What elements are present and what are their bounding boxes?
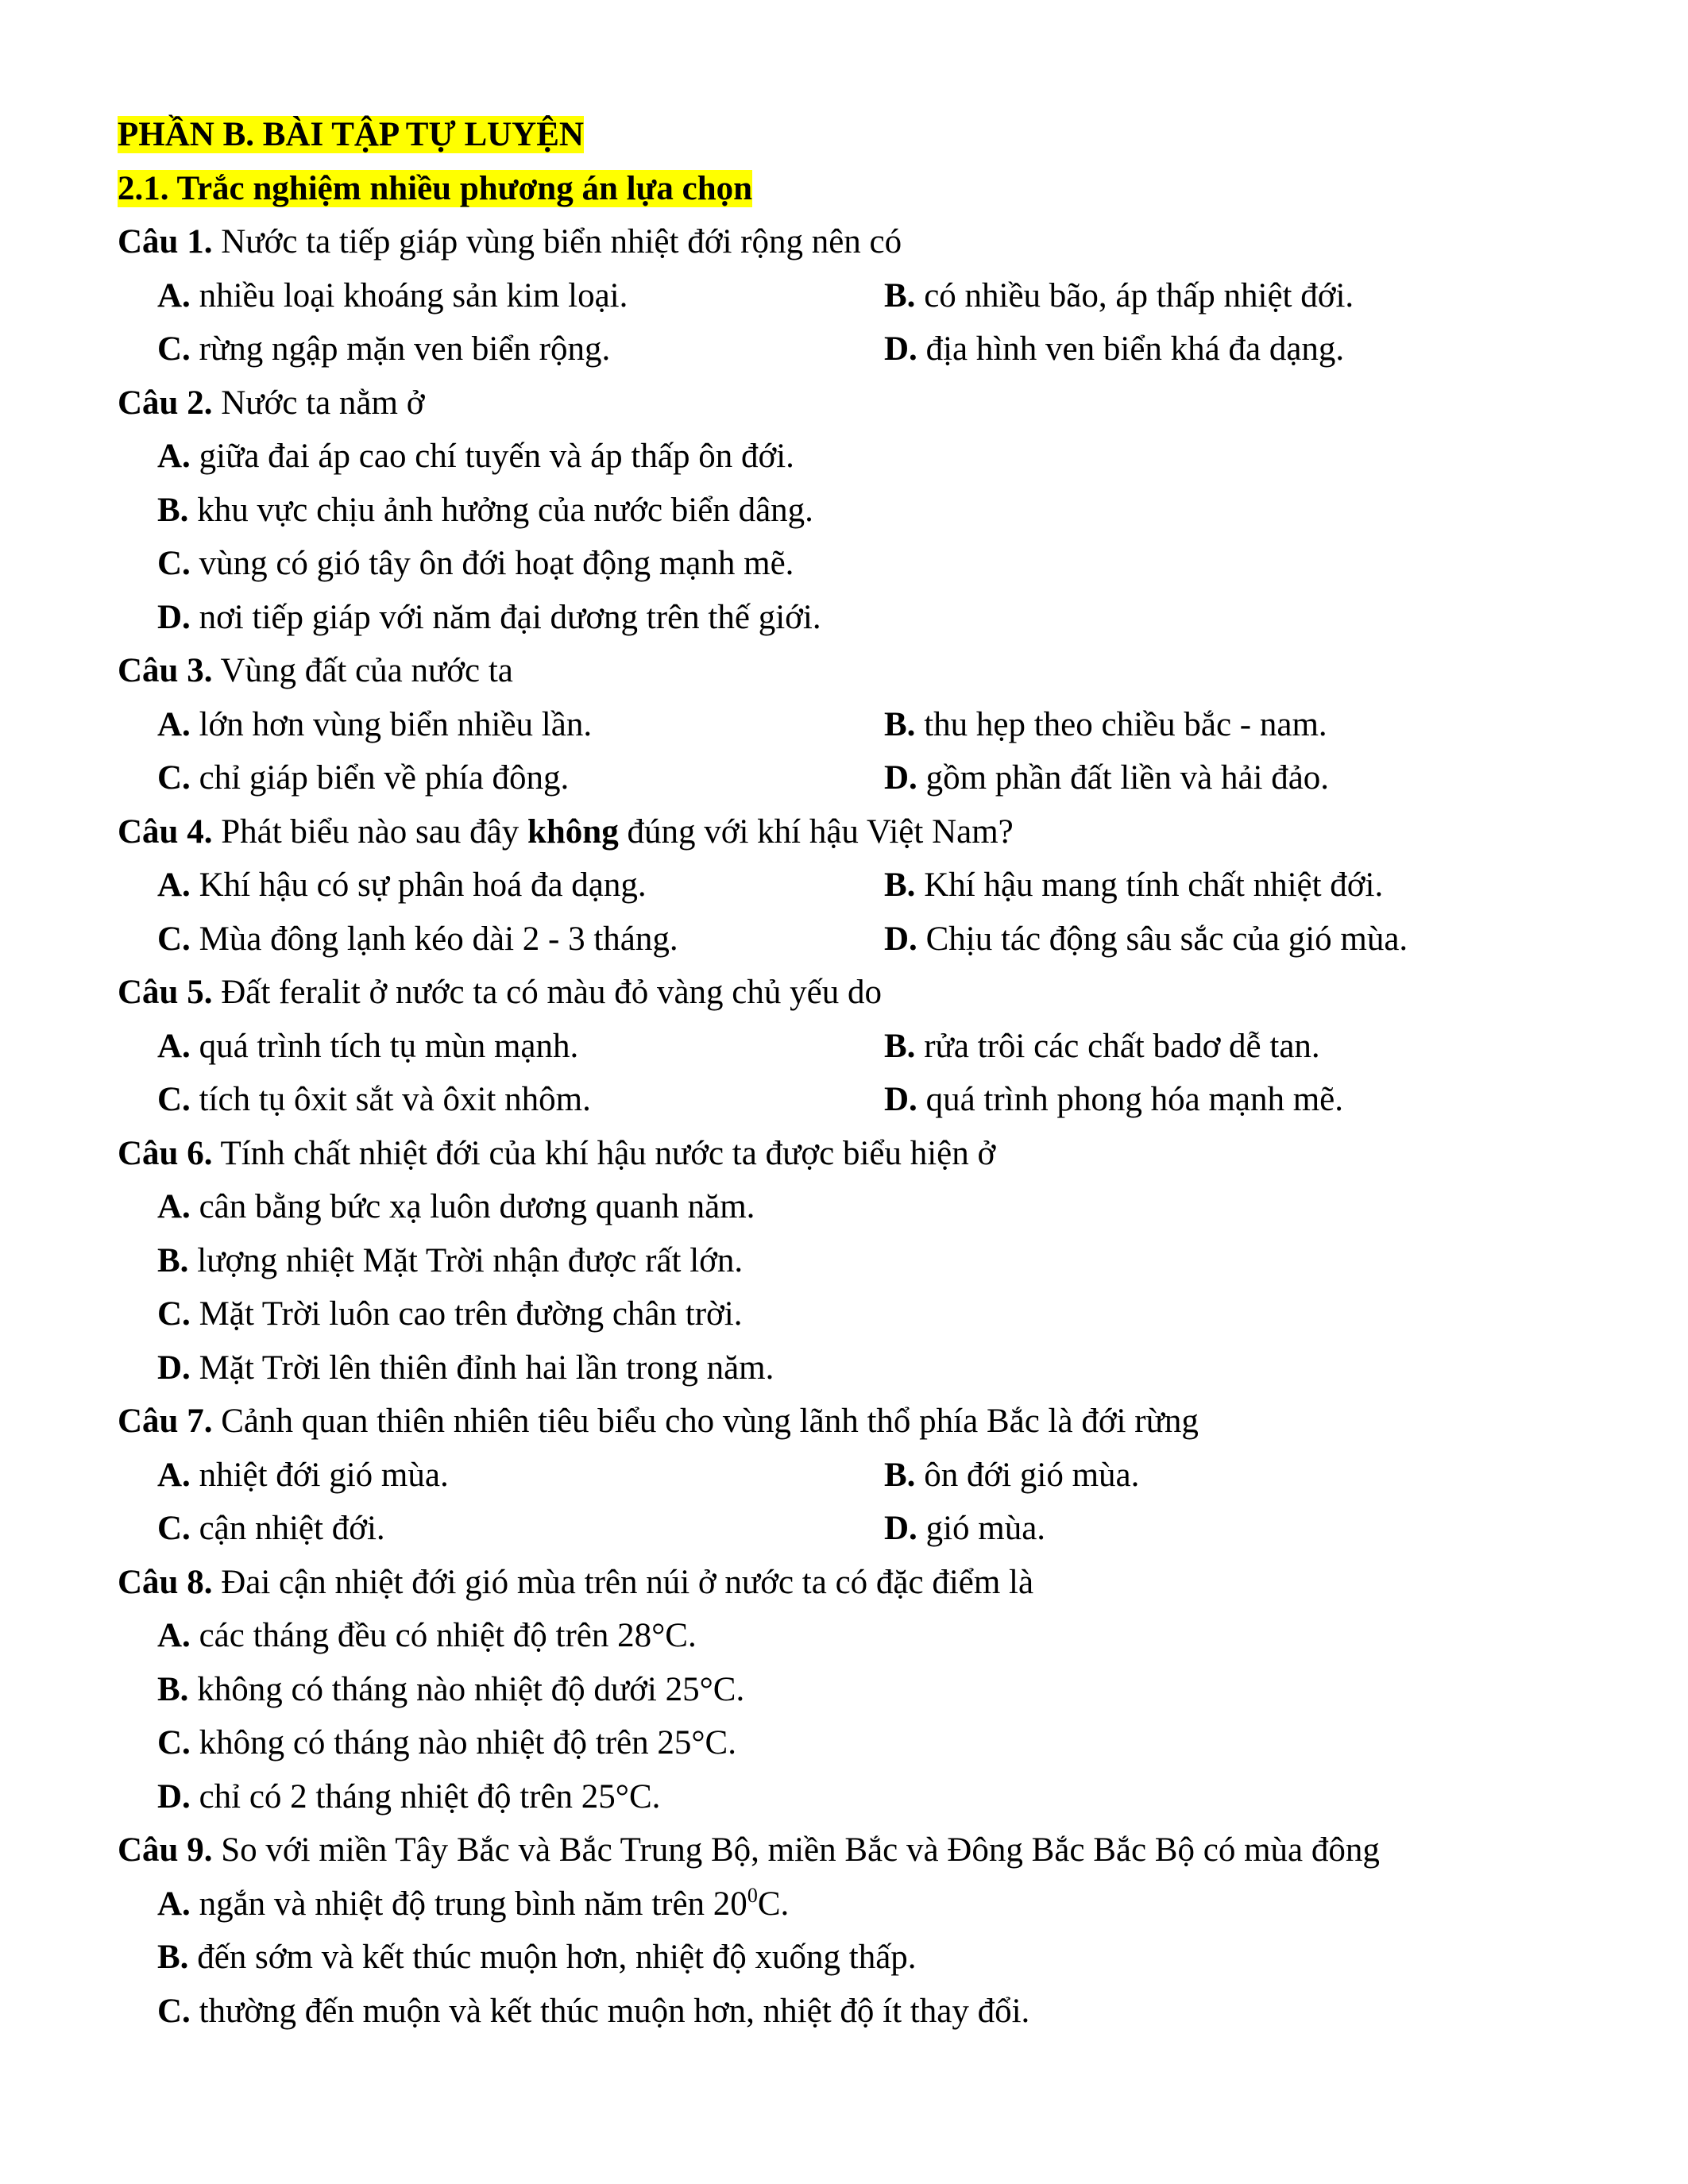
question-2: [118, 376, 1571, 430]
superscript: 0: [747, 1883, 758, 1907]
question-label: Câu 5.: [118, 974, 213, 1011]
option-c: C. tích tụ ôxit sắt và ôxit nhôm.: [157, 1081, 591, 1118]
subsection-title: 2.1. Trắc nghiệm nhiều phương án lựa chọn: [118, 169, 753, 207]
document-page: [118, 108, 1571, 2038]
option-c: C. Mùa đông lạnh kéo dài 2 - 3 tháng.: [157, 920, 678, 958]
option-a: A. Khí hậu có sự phân hoá đa dạng.: [157, 866, 647, 904]
question-1: [118, 215, 1571, 269]
question-3: [118, 644, 1571, 698]
option-c: C. Mặt Trời luôn cao trên đường chân trời.: [157, 1295, 743, 1333]
options-row: [118, 1449, 1571, 1503]
option-c: C. thường đến muộn và kết thúc muộn hơn, nhiệt độ ít thay đổi.: [157, 1992, 1030, 2030]
option-a: A. cân bằng bức xạ luôn dương quanh năm.: [157, 1188, 755, 1225]
question-6: [118, 1127, 1571, 1181]
question-text: Cảnh quan thiên nhiên tiêu biểu cho vùng lãnh thổ phía Bắc là đới rừng: [221, 1403, 1199, 1440]
question-label: Câu 6.: [118, 1134, 213, 1172]
option-a: A. lớn hơn vùng biển nhiều lần.: [157, 705, 593, 743]
option-c: C. không có tháng nào nhiệt độ trên 25°C.: [157, 1724, 736, 1761]
section-title: PHẦN B. BÀI TẬP TỰ LUYỆN: [118, 116, 584, 153]
options-row: [118, 1502, 1571, 1556]
question-label: Câu 8.: [118, 1563, 213, 1601]
question-9: [118, 1823, 1571, 1877]
option-d: D. nơi tiếp giáp với năm đại dương trên thế giới.: [157, 598, 821, 636]
option-d: D. gồm phần đất liền và hải đảo.: [884, 759, 1330, 797]
option-a: A. quá trình tích tụ mùn mạnh.: [157, 1027, 579, 1065]
option-b: B. ôn đới gió mùa.: [884, 1456, 1140, 1494]
option-a: A. ngắn và nhiệt độ trung bình năm trên $20^0C$.: [157, 1883, 790, 1923]
options-row: [118, 322, 1571, 376]
option-d: D. gió mùa.: [884, 1510, 1046, 1547]
question-text: So với miền Tây Bắc và Bắc Trung Bộ, miền Bắc và Đông Bắc Bắc Bộ có mùa đông: [221, 1831, 1380, 1869]
option-d: D. Mặt Trời lên thiên đỉnh hai lần trong năm.: [157, 1349, 774, 1387]
options-row: [118, 269, 1571, 323]
options-row: [118, 698, 1571, 752]
option-b: B. Khí hậu mang tính chất nhiệt đới.: [884, 866, 1384, 904]
option-d: D. địa hình ven biển khá đa dạng.: [884, 330, 1345, 368]
question-label: Câu 2.: [118, 384, 213, 422]
option-b: B. có nhiều bão, áp thấp nhiệt đới.: [884, 276, 1354, 314]
question-text: Đai cận nhiệt đới gió mùa trên núi ở nước ta có đặc điểm là: [221, 1563, 1034, 1601]
option-d: D. quá trình phong hóa mạnh mẽ.: [884, 1081, 1344, 1118]
question-7: [118, 1395, 1571, 1449]
option-b: B. lượng nhiệt Mặt Trời nhận được rất lớn.: [157, 1241, 744, 1279]
option-c: C. rừng ngập mặn ven biển rộng.: [157, 330, 611, 368]
option-c: C. vùng có gió tây ôn đới hoạt động mạnh mẽ.: [157, 545, 794, 582]
options-row: [118, 913, 1571, 967]
option-b: B. rửa trôi các chất badơ dễ tan.: [884, 1027, 1320, 1065]
question-label: Câu 4.: [118, 812, 213, 851]
question-8: [118, 1556, 1571, 1610]
option-d: D. chỉ có 2 tháng nhiệt độ trên 25°C.: [157, 1777, 661, 1815]
option-a: A. giữa đai áp cao chí tuyến và áp thấp ôn đới.: [157, 438, 794, 475]
option-b: B. thu hẹp theo chiều bắc - nam.: [884, 705, 1327, 743]
option-b: B. khu vực chịu ảnh hưởng của nước biển dâng.: [157, 491, 813, 529]
subsection-title-line: [118, 162, 1571, 216]
option-a: A. nhiệt đới gió mùa.: [157, 1456, 449, 1494]
option-a: A. các tháng đều có nhiệt độ trên 28°C.: [157, 1617, 697, 1654]
question-4: Câu 4. Phát biểu nào sau đây không đúng với khí hậu Việt Nam?: [118, 812, 1014, 851]
question-text: Vùng đất của nước ta: [220, 652, 513, 689]
question-label: Câu 9.: [118, 1831, 213, 1869]
options-row: [118, 1073, 1571, 1127]
option-b: B. không có tháng nào nhiệt độ dưới 25°C.: [157, 1670, 745, 1708]
question-text: Đất feralit ở nước ta có màu đỏ vàng chủ yếu do: [221, 974, 882, 1011]
options-row: [118, 859, 1571, 913]
emphasis-word: không: [527, 812, 619, 851]
question-label: Câu 1.: [118, 223, 213, 260]
question-label: Câu 7.: [118, 1403, 213, 1440]
question-text: Nước ta nằm ở: [221, 384, 425, 422]
option-c: C. cận nhiệt đới.: [157, 1510, 385, 1547]
options-row: [118, 751, 1571, 805]
question-label: Câu 3.: [118, 652, 213, 689]
options-row: [118, 1020, 1571, 1074]
question-text: Nước ta tiếp giáp vùng biển nhiệt đới rộng nên có: [221, 223, 902, 260]
option-a: A. nhiều loại khoáng sản kim loại.: [157, 276, 628, 314]
section-title-line: [118, 108, 1571, 162]
option-b: B. đến sớm và kết thúc muộn hơn, nhiệt độ xuống thấp.: [157, 1939, 917, 1976]
question-text: Tính chất nhiệt đới của khí hậu nước ta được biểu hiện ở: [220, 1134, 996, 1172]
question-5: [118, 966, 1571, 1020]
option-d: D. Chịu tác động sâu sắc của gió mùa.: [884, 920, 1408, 958]
option-c: C. chỉ giáp biển về phía đông.: [157, 759, 570, 797]
